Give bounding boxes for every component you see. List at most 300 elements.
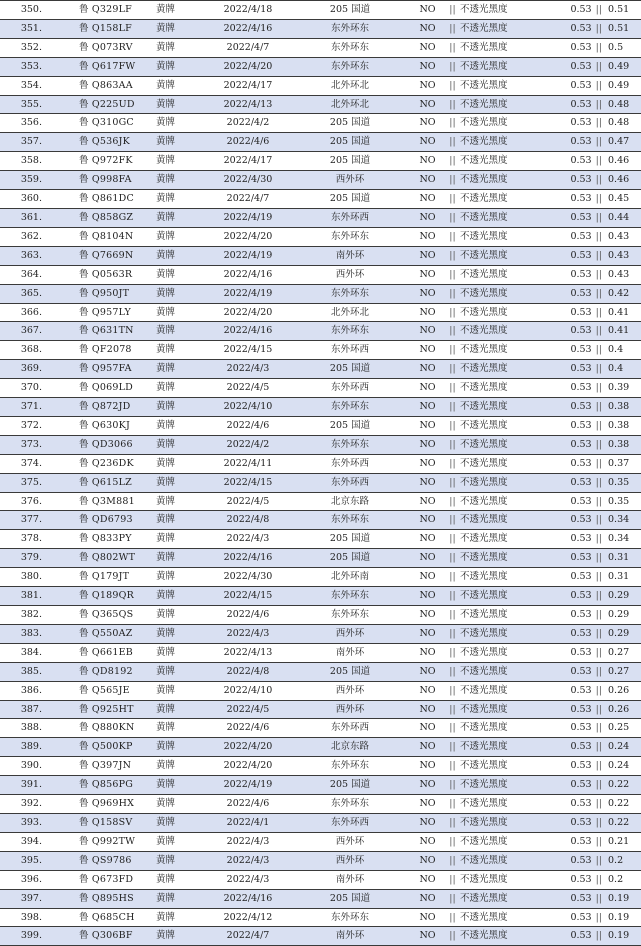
table-row: [0, 416, 641, 435]
inspection-location-cell: 东外环西: [291, 379, 409, 398]
inspection-location-cell: 东外环东: [291, 19, 409, 38]
record-number-cell: 353.: [0, 57, 46, 76]
inspection-date-cell: 2022/4/7: [205, 38, 291, 57]
license-plate-cell: 鲁 Q565JE: [46, 681, 149, 700]
column-separator-cell: ||: [446, 454, 459, 473]
license-plate-cell: 鲁 Q500KP: [46, 738, 149, 757]
license-plate-cell: 鲁 Q950JT: [46, 284, 149, 303]
table-row: [0, 190, 641, 209]
value-separator: ||: [595, 136, 602, 148]
record-number-cell: 352.: [0, 38, 46, 57]
value-separator: ||: [595, 325, 602, 337]
value-separator: ||: [595, 835, 602, 847]
inspection-location-cell: 西外环: [291, 265, 409, 284]
plate-type-cell: 黄牌: [149, 303, 205, 322]
table-row: [0, 927, 641, 946]
inspection-date-cell: 2022/4/20: [205, 303, 291, 322]
limit-value-cell: [556, 152, 605, 171]
limit-value-text: 0.53: [570, 401, 592, 413]
pass-flag-cell: NO: [409, 454, 446, 473]
limit-value-text: 0.53: [570, 514, 592, 526]
plate-type-cell: 黄牌: [149, 851, 205, 870]
plate-type-cell: 黄牌: [149, 95, 205, 114]
table-row: [0, 738, 641, 757]
pass-flag-cell: NO: [409, 908, 446, 927]
pass-flag-cell: NO: [409, 341, 446, 360]
record-number-cell: 373.: [0, 435, 46, 454]
inspection-location-cell: 205 国道: [291, 190, 409, 209]
plate-type-cell: 黄牌: [149, 511, 205, 530]
inspection-date-cell: 2022/4/6: [205, 795, 291, 814]
plate-type-cell: 黄牌: [149, 473, 205, 492]
inspection-location-cell: 205 国道: [291, 416, 409, 435]
column-separator-cell: ||: [446, 284, 459, 303]
measured-value-cell: 0.21: [605, 832, 641, 851]
inspection-date-cell: 2022/4/11: [205, 454, 291, 473]
pass-flag-cell: NO: [409, 1, 446, 20]
measured-value-cell: 0.43: [605, 227, 641, 246]
value-separator: ||: [595, 646, 602, 658]
record-number-cell: 367.: [0, 322, 46, 341]
measured-value-cell: 0.39: [605, 379, 641, 398]
measured-value-cell: 0.2: [605, 851, 641, 870]
column-separator-cell: ||: [446, 870, 459, 889]
record-number-cell: 369.: [0, 360, 46, 379]
pass-flag-cell: NO: [409, 265, 446, 284]
table-row: [0, 870, 641, 889]
value-separator: ||: [595, 22, 602, 34]
limit-value-text: 0.53: [570, 325, 592, 337]
column-separator-cell: ||: [446, 492, 459, 511]
value-separator: ||: [595, 779, 602, 791]
plate-type-cell: 黄牌: [149, 435, 205, 454]
measured-value-cell: 0.24: [605, 757, 641, 776]
measured-value-cell: 0.43: [605, 246, 641, 265]
limit-value-cell: [556, 832, 605, 851]
inspection-location-cell: 东外环西: [291, 454, 409, 473]
pass-flag-cell: NO: [409, 643, 446, 662]
test-item-cell: 不透光黑度: [459, 95, 556, 114]
record-number-cell: 365.: [0, 284, 46, 303]
measured-value-cell: 0.37: [605, 454, 641, 473]
license-plate-cell: 鲁 Q3M881: [46, 492, 149, 511]
table-row: [0, 624, 641, 643]
measured-value-cell: 0.46: [605, 171, 641, 190]
limit-value-cell: [556, 133, 605, 152]
column-separator-cell: ||: [446, 624, 459, 643]
column-separator-cell: ||: [446, 398, 459, 417]
limit-value-text: 0.53: [570, 382, 592, 394]
measured-value-cell: 0.27: [605, 662, 641, 681]
pass-flag-cell: NO: [409, 606, 446, 625]
record-number-cell: 355.: [0, 95, 46, 114]
record-number-cell: 398.: [0, 908, 46, 927]
column-separator-cell: ||: [446, 227, 459, 246]
inspection-date-cell: 2022/4/5: [205, 379, 291, 398]
license-plate-cell: 鲁 Q856PG: [46, 776, 149, 795]
test-item-cell: 不透光黑度: [459, 303, 556, 322]
limit-value-text: 0.53: [570, 155, 592, 167]
inspection-location-cell: 南外环: [291, 870, 409, 889]
value-separator: ||: [595, 684, 602, 696]
license-plate-cell: 鲁 Q236DK: [46, 454, 149, 473]
plate-type-cell: 黄牌: [149, 208, 205, 227]
limit-value-cell: [556, 454, 605, 473]
pass-flag-cell: NO: [409, 227, 446, 246]
column-separator-cell: ||: [446, 416, 459, 435]
column-separator-cell: ||: [446, 795, 459, 814]
limit-value-text: 0.53: [570, 930, 592, 942]
table-row: [0, 832, 641, 851]
plate-type-cell: 黄牌: [149, 738, 205, 757]
inspection-date-cell: 2022/4/10: [205, 398, 291, 417]
plate-type-cell: 黄牌: [149, 530, 205, 549]
pass-flag-cell: NO: [409, 208, 446, 227]
pass-flag-cell: NO: [409, 795, 446, 814]
value-separator: ||: [595, 741, 602, 753]
limit-value-text: 0.53: [570, 835, 592, 847]
limit-value-text: 0.53: [570, 60, 592, 72]
inspection-location-cell: 西外环: [291, 624, 409, 643]
inspection-date-cell: 2022/4/3: [205, 832, 291, 851]
pass-flag-cell: NO: [409, 398, 446, 417]
license-plate-cell: 鲁 Q306BF: [46, 927, 149, 946]
record-number-cell: 370.: [0, 379, 46, 398]
limit-value-text: 0.53: [570, 476, 592, 488]
measured-value-cell: 0.31: [605, 568, 641, 587]
test-item-cell: 不透光黑度: [459, 927, 556, 946]
limit-value-text: 0.53: [570, 854, 592, 866]
plate-type-cell: 黄牌: [149, 171, 205, 190]
inspection-location-cell: 205 国道: [291, 1, 409, 20]
pass-flag-cell: NO: [409, 530, 446, 549]
inspection-location-cell: 东外环东: [291, 57, 409, 76]
value-separator: ||: [595, 892, 602, 904]
inspection-date-cell: 2022/4/15: [205, 587, 291, 606]
inspection-location-cell: 北京东路: [291, 738, 409, 757]
inspection-location-cell: 南外环: [291, 927, 409, 946]
inspection-date-cell: 2022/4/1: [205, 813, 291, 832]
inspection-date-cell: 2022/4/19: [205, 284, 291, 303]
table-row: [0, 530, 641, 549]
inspection-location-cell: 东外环东: [291, 435, 409, 454]
test-item-cell: 不透光黑度: [459, 530, 556, 549]
pass-flag-cell: NO: [409, 57, 446, 76]
column-separator-cell: ||: [446, 832, 459, 851]
test-item-cell: 不透光黑度: [459, 776, 556, 795]
pass-flag-cell: NO: [409, 190, 446, 209]
test-item-cell: 不透光黑度: [459, 492, 556, 511]
pass-flag-cell: NO: [409, 284, 446, 303]
test-item-cell: 不透光黑度: [459, 738, 556, 757]
table-row: [0, 681, 641, 700]
plate-type-cell: 黄牌: [149, 114, 205, 133]
inspection-date-cell: 2022/4/20: [205, 757, 291, 776]
plate-type-cell: 黄牌: [149, 133, 205, 152]
record-number-cell: 394.: [0, 832, 46, 851]
measured-value-cell: 0.26: [605, 700, 641, 719]
inspection-location-cell: 东外环东: [291, 606, 409, 625]
test-item-cell: 不透光黑度: [459, 208, 556, 227]
limit-value-cell: [556, 927, 605, 946]
limit-value-cell: [556, 19, 605, 38]
limit-value-cell: [556, 738, 605, 757]
license-plate-cell: 鲁 Q397JN: [46, 757, 149, 776]
value-separator: ||: [595, 98, 602, 110]
plate-type-cell: 黄牌: [149, 568, 205, 587]
column-separator-cell: ||: [446, 587, 459, 606]
table-row: [0, 776, 641, 795]
limit-value-cell: [556, 587, 605, 606]
test-item-cell: 不透光黑度: [459, 227, 556, 246]
table-row: [0, 95, 641, 114]
test-item-cell: 不透光黑度: [459, 624, 556, 643]
table-row: [0, 38, 641, 57]
column-separator-cell: ||: [446, 57, 459, 76]
measured-value-cell: 0.22: [605, 776, 641, 795]
license-plate-cell: 鲁 Q536JK: [46, 133, 149, 152]
table-row: [0, 511, 641, 530]
limit-value-cell: [556, 190, 605, 209]
value-separator: ||: [595, 533, 602, 545]
value-separator: ||: [595, 419, 602, 431]
inspection-date-cell: 2022/4/17: [205, 76, 291, 95]
test-item-cell: 不透光黑度: [459, 549, 556, 568]
limit-value-text: 0.53: [570, 798, 592, 810]
plate-type-cell: 黄牌: [149, 700, 205, 719]
limit-value-cell: [556, 757, 605, 776]
inspection-date-cell: 2022/4/20: [205, 738, 291, 757]
limit-value-text: 0.53: [570, 533, 592, 545]
inspection-location-cell: 西外环: [291, 171, 409, 190]
limit-value-text: 0.53: [570, 552, 592, 564]
inspection-date-cell: 2022/4/6: [205, 133, 291, 152]
test-item-cell: 不透光黑度: [459, 851, 556, 870]
license-plate-cell: 鲁 Q802WT: [46, 549, 149, 568]
record-number-cell: 372.: [0, 416, 46, 435]
license-plate-cell: 鲁 Q179JT: [46, 568, 149, 587]
license-plate-cell: 鲁 Q615LZ: [46, 473, 149, 492]
inspection-location-cell: 205 国道: [291, 776, 409, 795]
measured-value-cell: 0.46: [605, 152, 641, 171]
value-separator: ||: [595, 193, 602, 205]
column-separator-cell: ||: [446, 606, 459, 625]
inspection-location-cell: 205 国道: [291, 662, 409, 681]
pass-flag-cell: NO: [409, 416, 446, 435]
inspection-date-cell: 2022/4/3: [205, 851, 291, 870]
license-plate-cell: 鲁 Q972FK: [46, 152, 149, 171]
inspection-location-cell: 东外环西: [291, 473, 409, 492]
limit-value-cell: [556, 341, 605, 360]
value-separator: ||: [595, 155, 602, 167]
license-plate-cell: 鲁 Q617FW: [46, 57, 149, 76]
inspection-location-cell: 东外环西: [291, 208, 409, 227]
table-row: [0, 813, 641, 832]
pass-flag-cell: NO: [409, 662, 446, 681]
measured-value-cell: 0.41: [605, 322, 641, 341]
limit-value-cell: [556, 265, 605, 284]
table-row: [0, 587, 641, 606]
limit-value-text: 0.53: [570, 438, 592, 450]
inspection-location-cell: 东外环西: [291, 719, 409, 738]
license-plate-cell: 鲁 QD8192: [46, 662, 149, 681]
test-item-cell: 不透光黑度: [459, 76, 556, 95]
limit-value-cell: [556, 76, 605, 95]
license-plate-cell: 鲁 Q158LF: [46, 19, 149, 38]
limit-value-text: 0.53: [570, 741, 592, 753]
measured-value-cell: 0.48: [605, 114, 641, 133]
inspection-date-cell: 2022/4/17: [205, 152, 291, 171]
plate-type-cell: 黄牌: [149, 681, 205, 700]
limit-value-text: 0.53: [570, 911, 592, 923]
value-separator: ||: [595, 117, 602, 129]
limit-value-text: 0.53: [570, 287, 592, 299]
inspection-date-cell: 2022/4/20: [205, 57, 291, 76]
inspection-location-cell: 东外环东: [291, 398, 409, 417]
column-separator-cell: ||: [446, 700, 459, 719]
license-plate-cell: 鲁 QF2078: [46, 341, 149, 360]
pass-flag-cell: NO: [409, 114, 446, 133]
inspection-date-cell: 2022/4/16: [205, 265, 291, 284]
inspection-location-cell: 西外环: [291, 851, 409, 870]
record-number-cell: 381.: [0, 587, 46, 606]
measured-value-cell: 0.45: [605, 190, 641, 209]
test-item-cell: 不透光黑度: [459, 700, 556, 719]
limit-value-cell: [556, 246, 605, 265]
table-row: [0, 57, 641, 76]
table-row: [0, 700, 641, 719]
record-number-cell: 362.: [0, 227, 46, 246]
test-item-cell: 不透光黑度: [459, 171, 556, 190]
column-separator-cell: ||: [446, 568, 459, 587]
record-number-cell: 389.: [0, 738, 46, 757]
pass-flag-cell: NO: [409, 719, 446, 738]
column-separator-cell: ||: [446, 1, 459, 20]
pass-flag-cell: NO: [409, 757, 446, 776]
test-item-cell: 不透光黑度: [459, 435, 556, 454]
limit-value-cell: [556, 379, 605, 398]
table-row: [0, 246, 641, 265]
record-number-cell: 350.: [0, 1, 46, 20]
value-separator: ||: [595, 609, 602, 620]
inspection-location-cell: 东外环东: [291, 38, 409, 57]
plate-type-cell: 黄牌: [149, 492, 205, 511]
column-separator-cell: ||: [446, 190, 459, 209]
record-number-cell: 360.: [0, 190, 46, 209]
value-separator: ||: [595, 41, 602, 53]
column-separator-cell: ||: [446, 322, 459, 341]
plate-type-cell: 黄牌: [149, 927, 205, 946]
pass-flag-cell: NO: [409, 38, 446, 57]
table-row: [0, 360, 641, 379]
inspection-date-cell: 2022/4/16: [205, 322, 291, 341]
plate-type-cell: 黄牌: [149, 643, 205, 662]
plate-type-cell: 黄牌: [149, 1, 205, 20]
column-separator-cell: ||: [446, 662, 459, 681]
limit-value-cell: [556, 398, 605, 417]
limit-value-text: 0.53: [570, 760, 592, 772]
plate-type-cell: 黄牌: [149, 757, 205, 776]
record-number-cell: 388.: [0, 719, 46, 738]
table-row: [0, 492, 641, 511]
limit-value-text: 0.53: [570, 363, 592, 375]
inspection-date-cell: 2022/4/2: [205, 435, 291, 454]
plate-type-cell: 黄牌: [149, 76, 205, 95]
table-row: [0, 643, 641, 662]
pass-flag-cell: NO: [409, 832, 446, 851]
inspection-date-cell: 2022/4/30: [205, 171, 291, 190]
inspection-date-cell: 2022/4/15: [205, 341, 291, 360]
license-plate-cell: 鲁 QD6793: [46, 511, 149, 530]
test-item-cell: 不透光黑度: [459, 662, 556, 681]
test-item-cell: 不透光黑度: [459, 416, 556, 435]
value-separator: ||: [595, 4, 602, 15]
measured-value-cell: 0.5: [605, 38, 641, 57]
table-row: [0, 303, 641, 322]
inspection-date-cell: 2022/4/3: [205, 870, 291, 889]
limit-value-cell: [556, 606, 605, 625]
table-row: [0, 114, 641, 133]
limit-value-cell: [556, 795, 605, 814]
value-separator: ||: [595, 590, 602, 602]
limit-value-cell: [556, 284, 605, 303]
record-number-cell: 383.: [0, 624, 46, 643]
measured-value-cell: 0.35: [605, 473, 641, 492]
inspection-date-cell: 2022/4/6: [205, 416, 291, 435]
inspection-date-cell: 2022/4/19: [205, 776, 291, 795]
limit-value-text: 0.53: [570, 41, 592, 53]
license-plate-cell: 鲁 Q998FA: [46, 171, 149, 190]
value-separator: ||: [595, 873, 602, 885]
limit-value-cell: [556, 719, 605, 738]
test-item-cell: 不透光黑度: [459, 643, 556, 662]
limit-value-text: 0.53: [570, 136, 592, 148]
value-separator: ||: [595, 665, 602, 677]
inspection-date-cell: 2022/4/18: [205, 1, 291, 20]
inspection-date-cell: 2022/4/3: [205, 530, 291, 549]
plate-type-cell: 黄牌: [149, 832, 205, 851]
limit-value-text: 0.53: [570, 344, 592, 356]
test-item-cell: 不透光黑度: [459, 681, 556, 700]
limit-value-cell: [556, 851, 605, 870]
limit-value-cell: [556, 360, 605, 379]
value-separator: ||: [595, 495, 602, 507]
inspection-location-cell: 205 国道: [291, 152, 409, 171]
value-separator: ||: [595, 627, 602, 639]
record-number-cell: 392.: [0, 795, 46, 814]
table-row: [0, 265, 641, 284]
limit-value-text: 0.53: [570, 457, 592, 469]
inspection-date-cell: 2022/4/19: [205, 208, 291, 227]
value-separator: ||: [595, 552, 602, 564]
record-number-cell: 387.: [0, 700, 46, 719]
license-plate-cell: 鲁 Q661EB: [46, 643, 149, 662]
test-item-cell: 不透光黑度: [459, 832, 556, 851]
record-number-cell: 376.: [0, 492, 46, 511]
inspection-location-cell: 东外环东: [291, 587, 409, 606]
value-separator: ||: [595, 79, 602, 91]
record-number-cell: 364.: [0, 265, 46, 284]
record-number-cell: 397.: [0, 889, 46, 908]
limit-value-text: 0.53: [570, 419, 592, 431]
inspection-date-cell: 2022/4/13: [205, 95, 291, 114]
limit-value-cell: [556, 1, 605, 20]
limit-value-cell: [556, 889, 605, 908]
column-separator-cell: ||: [446, 38, 459, 57]
test-item-cell: 不透光黑度: [459, 511, 556, 530]
value-separator: ||: [595, 854, 602, 866]
limit-value-cell: [556, 227, 605, 246]
